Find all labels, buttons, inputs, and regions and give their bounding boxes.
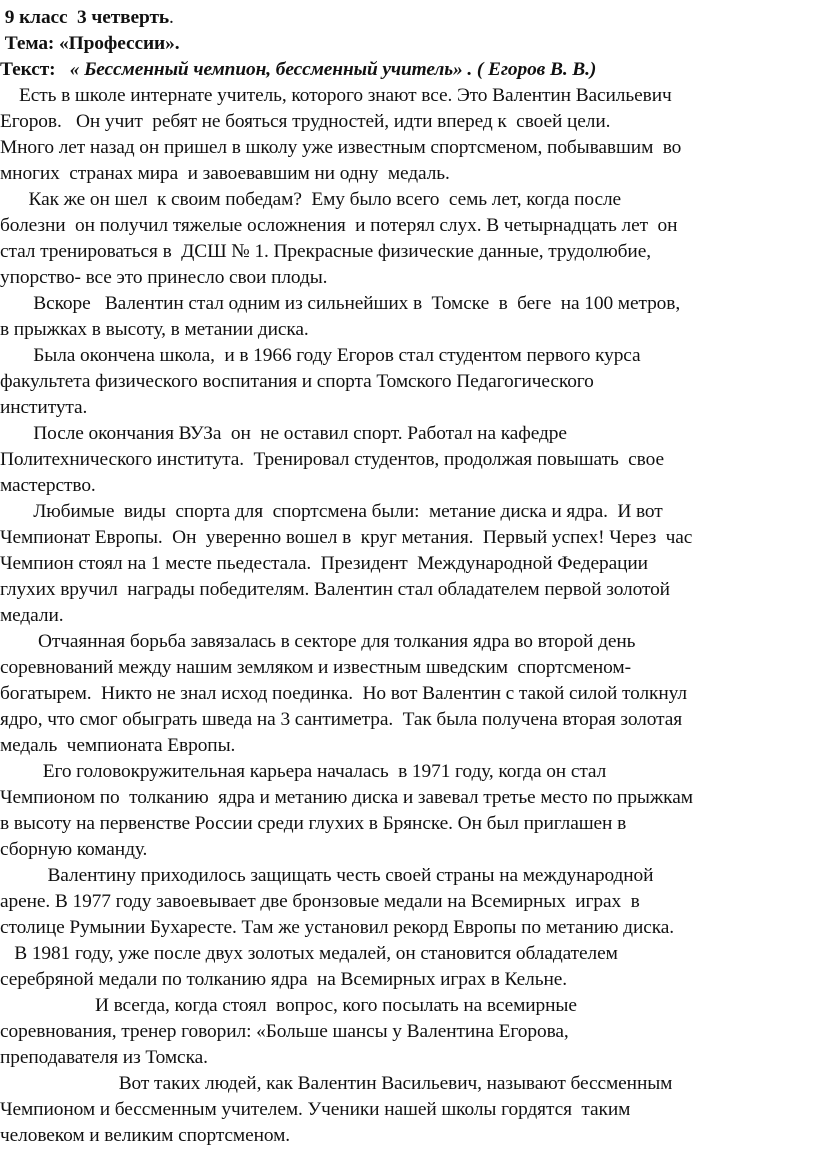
body-line: сборную команду.: [0, 839, 148, 860]
body-line: глухих вручил награды победителям. Валентин стал обладателем первой золотой: [0, 579, 670, 600]
grade-line: [0, 5, 174, 31]
body-line: упорство- все это принесло свои плоды.: [0, 267, 328, 288]
body-line: Отчаянная борьба завязалась в секторе для толкания ядра во второй день: [0, 631, 636, 652]
text-title: « Бессменный чемпион, бессменный учитель» . ( Егоров В. В.): [60, 59, 597, 80]
body-line: И всегда, когда стоял вопрос, кого посылать на всемирные: [0, 995, 577, 1016]
body-line: соревнований между нашим земляком и известным шведским спортсменом-: [0, 657, 631, 678]
topic-line: Тема: «Профессии».: [0, 33, 180, 54]
body-line: человеком и великим спортсменом.: [0, 1125, 291, 1146]
body-line: мастерство.: [0, 475, 96, 496]
body-line: Есть в школе интернате учитель, которого знают все. Это Валентин Васильевич: [0, 85, 672, 106]
body-line: После окончания ВУЗа он не оставил спорт. Работал на кафедре: [0, 423, 567, 444]
body-line: Чемпионат Европы. Он уверенно вошел в круг метания. Первый успех! Через час: [0, 527, 693, 548]
body-line: Егоров. Он учит ребят не бояться трудностей, идти вперед к своей цели.: [0, 111, 611, 132]
body-line: Много лет назад он пришел в школу уже известным спортсменом, побывавшим во: [0, 137, 682, 158]
body-line: медали.: [0, 605, 64, 626]
text-title-line: [0, 57, 596, 83]
body-line: соревнования, тренер говорил: «Больше шансы у Валентина Егорова,: [0, 1021, 569, 1042]
body-line: В 1981 году, уже после двух золотых медалей, он становится обладателем: [0, 943, 618, 964]
body-line: болезни он получил тяжелые осложнения и потерял слух. В четырнадцать лет он: [0, 215, 678, 236]
body-line: стал тренироваться в ДСШ № 1. Прекрасные физические данные, трудолюбие,: [0, 241, 651, 262]
body-line: серебряной медали по толканию ядра на Всемирных играх в Кельне.: [0, 969, 567, 990]
body-line: в прыжках в высоту, в метании диска.: [0, 319, 309, 340]
body-line: многих странах мира и завоевавшим ни одну медаль.: [0, 163, 450, 184]
body-line: Чемпион стоял на 1 месте пьедестала. Президент Международной Федерации: [0, 553, 648, 574]
body-line: в высоту на первенстве России среди глухих в Брянске. Он был приглашен в: [0, 813, 627, 834]
text-label: Текст:: [0, 59, 61, 80]
body-line: факультета физического воспитания и спорта Томского Педагогического: [0, 371, 594, 392]
body-line: ядро, что смог обыграть шведа на 3 сантиметра. Так была получена вторая золотая: [0, 709, 683, 730]
body-line: богатырем. Никто не знал исход поединка. Но вот Валентин с такой силой толкнул: [0, 683, 687, 704]
body-line: Его головокружительная карьера началась в 1971 году, когда он стал: [0, 761, 607, 782]
body-line: преподавателя из Томска.: [0, 1047, 208, 1068]
body-line: медаль чемпионата Европы.: [0, 735, 236, 756]
body-line: столице Румынии Бухаресте. Там же установил рекорд Европы по метанию диска.: [0, 917, 675, 938]
body-line: Политехнического института. Тренировал студентов, продолжая повышать свое: [0, 449, 664, 470]
body-line: института.: [0, 397, 88, 418]
grade-period: .: [169, 7, 174, 28]
body-line: арене. В 1977 году завоевывает две бронзовые медали на Всемирных играх в: [0, 891, 640, 912]
body-line: Чемпионом и бессменным учителем. Ученики нашей школы гордятся таким: [0, 1099, 631, 1120]
body-line: Любимые виды спорта для спортсмена были: метание диска и ядра. И вот: [0, 501, 663, 522]
grade-label: 9 класс 3 четверть: [0, 7, 170, 28]
body-line: Вскоре Валентин стал одним из сильнейших в Томске в беге на 100 метров,: [0, 293, 681, 314]
body-line: Как же он шел к своим победам? Ему было всего семь лет, когда после: [0, 189, 622, 210]
body-line: Вот таких людей, как Валентин Васильевич, называют бессменным: [0, 1073, 673, 1094]
body-line: Валентину приходилось защищать честь своей страны на международной: [0, 865, 654, 886]
body-line: Чемпионом по толканию ядра и метанию диска и завевал третье место по прыжкам: [0, 787, 693, 808]
body-line: Была окончена школа, и в 1966 году Егоров стал студентом первого курса: [0, 345, 641, 366]
